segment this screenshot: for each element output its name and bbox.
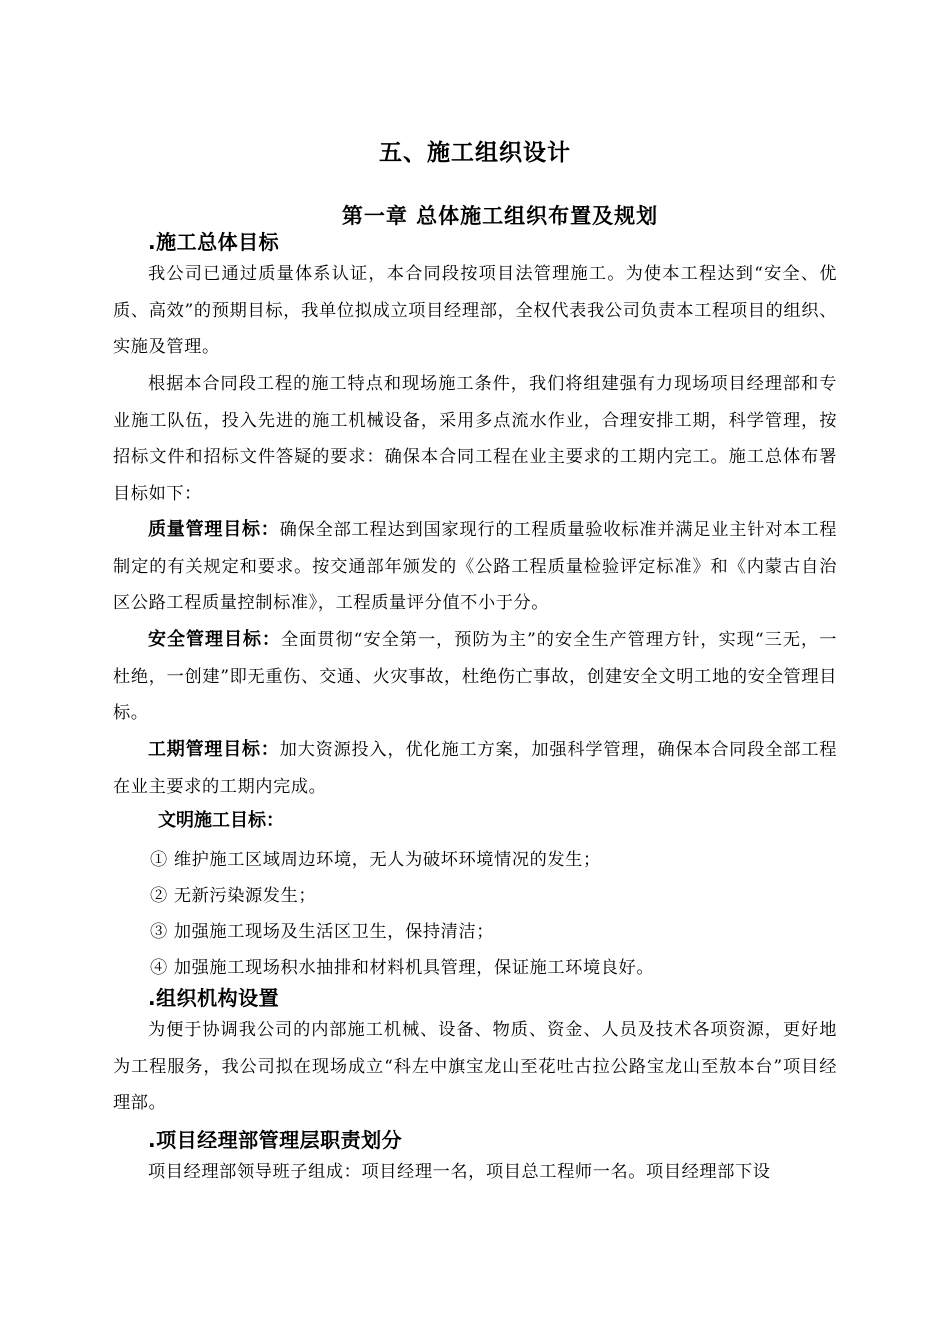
paragraph-quality-certification: 我公司已通过质量体系认证，本合同段按项目法管理施工。为使本工程达到“安全、优质、高效”的预期目标，我单位拟成立项目经理部，全权代表我公司负责本工程项目的组织、实施及管理。 — [113, 264, 837, 357]
quality-goal-label: 质量管理目标： — [148, 519, 280, 540]
quality-goal-text: 确保全部工程达到国家现行的工程质量验收标准并满足业主针对本工程制定的有关规定和要求。按交通部年颁发的《公路工程质量检验评定标准》和《内蒙古自治区公路工程质量控制标准》，工程质量评分值不小于分。 — [113, 520, 838, 613]
section-heading-overall-goals: .施工总体目标 — [148, 230, 280, 254]
section-heading-responsibilities: .项目经理部管理层职责划分 — [148, 1128, 403, 1152]
paragraph-leadership-team: 项目经理部领导班子组成：项目经理一名，项目总工程师一名。项目经理部下设 — [148, 1162, 771, 1182]
list-item: ② 无新污染源发生； — [150, 886, 317, 906]
schedule-goal-label: 工期管理目标： — [148, 739, 280, 760]
safety-goal-text: 全面贯彻“安全第一，预防为主”的安全生产管理方针，实现“三无，一杜绝，一创建”即无重伤、交通、火灾事故，杜绝伤亡事故，创建安全文明工地的安全管理目标。 — [113, 630, 837, 723]
civilized-construction-label: 文明施工目标： — [158, 810, 284, 831]
paragraph-quality-goal — [113, 512, 837, 622]
safety-goal-label: 安全管理目标： — [148, 629, 281, 650]
list-item: ③ 加强施工现场及生活区卫生，保持清洁； — [150, 922, 495, 942]
chapter-title: 第一章 总体施工组织布置及规划 — [341, 204, 659, 228]
paragraph-organization-setup: 为便于协调我公司的内部施工机械、设备、物质、资金、人员及技术各项资源，更好地为工程服务，我公司拟在现场成立“科左中旗宝龙山至花吐古拉公路宝龙山至敖本台”项目经理部。 — [113, 1020, 837, 1113]
paragraph-schedule-goal — [113, 732, 837, 805]
list-item: ④ 加强施工现场积水抽排和材料机具管理，保证施工环境良好。 — [150, 958, 655, 978]
list-item: ① 维护施工区域周边环境，无人为破坏环境情况的发生； — [150, 850, 601, 870]
paragraph-safety-goal — [113, 622, 837, 732]
main-title: 五、施工组织设计 — [379, 140, 571, 166]
paragraph-project-organization: 根据本合同段工程的施工特点和现场施工条件，我们将组建强有力现场项目经理部和专业施工队伍，投入先进的施工机械设备，采用多点流水作业，合理安排工期，科学管理，按招标文件和招标文件答疑的要求：确保本合同工程在业主要求的工期内完工。施工总体布署目标如下： — [113, 374, 837, 504]
section-heading-organization: .组织机构设置 — [148, 986, 280, 1010]
schedule-goal-text: 加大资源投入，优化施工方案，加强科学管理，确保本合同段全部工程在业主要求的工期内完成。 — [113, 740, 838, 797]
